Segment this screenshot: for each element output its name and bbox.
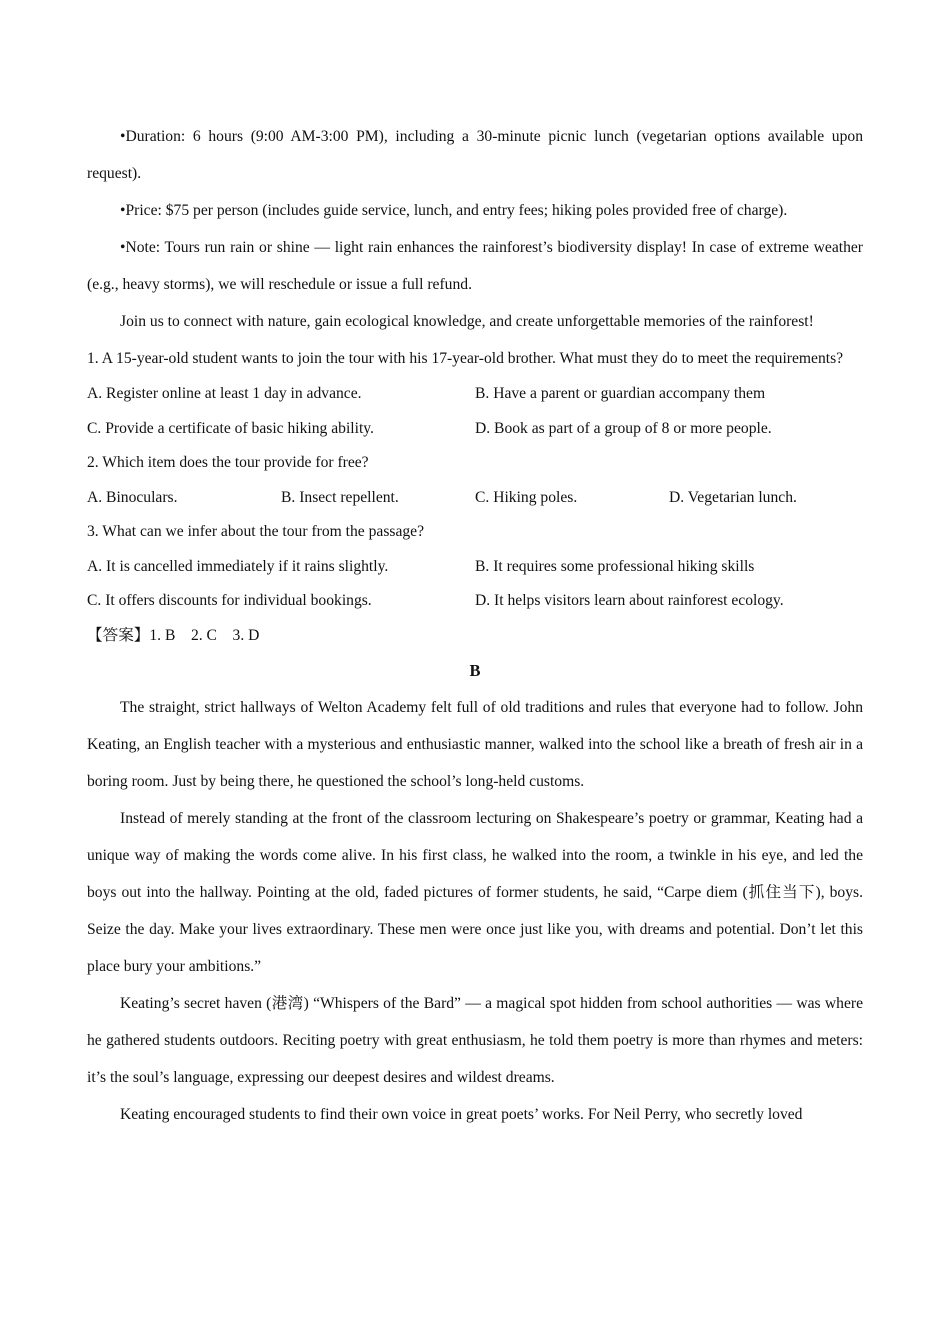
question-2-stem: 2. Which item does the tour provide for free? [87,454,369,471]
question-2-option-c: C. Hiking poles. [475,488,578,506]
answer-key: 【答案】1. B 2. C 3. D [87,626,260,644]
duration-paragraph: •Duration: 6 hours (9:00 AM-3:00 PM), including a 30-minute picnic lunch (vegetarian options available upon request). [87,128,863,182]
passage-b-paragraph-4: Keating encouraged students to find their own voice in great poets’ works. For Neil Perry, who secretly loved [120,1106,803,1123]
closing-paragraph: Join us to connect with nature, gain ecological knowledge, and create unforgettable memories of the rainforest! [120,313,814,330]
question-3-options-row-2 [87,584,863,619]
passage-b-paragraph-3: Keating’s secret haven (港湾) “Whispers of the Bard” — a magical spot hidden from school authorities — was where he gathered students outdoors. Reciting poetry with great enthusiasm, he told them poetry is more than rhymes and meters: it’s the soul’s language, expressing our deepest desires and wildest dreams. [87,995,863,1086]
section-b-heading: B [469,661,481,680]
question-3-option-d: D. It helps visitors learn about rainforest ecology. [475,592,784,609]
question-1-options-row-2 [87,412,863,447]
question-1-option-c: C. Provide a certificate of basic hiking ability. [87,419,374,437]
question-1-option-b: B. Have a parent or guardian accompany them [475,385,766,402]
question-1-option-a: A. Register online at least 1 day in advance. [87,385,362,402]
question-1-stem: 1. A 15-year-old student wants to join the tour with his 17-year-old brother. What must they do to meet the requirements? [87,350,844,367]
question-3-option-b: B. It requires some professional hiking skills [475,557,755,575]
question-2-option-b: B. Insect repellent. [281,488,399,506]
note-paragraph: •Note: Tours run rain or shine — light rain enhances the rainforest’s biodiversity display! In case of extreme weather (e.g., heavy storms), we will reschedule or issue a full refund. [87,239,863,293]
question-3-stem: 3. What can we infer about the tour from the passage? [87,523,425,540]
question-2-options-row [87,481,863,516]
question-3-option-a: A. It is cancelled immediately if it rains slightly. [87,557,389,575]
document-page [87,118,863,1133]
question-2-option-a: A. Binoculars. [87,488,178,506]
price-paragraph: •Price: $75 per person (includes guide service, lunch, and entry fees; hiking poles provided free of charge). [120,202,788,219]
passage-b-paragraph-1: The straight, strict hallways of Welton Academy felt full of old traditions and rules that everyone had to follow. John Keating, an English teacher with a mysterious and enthusiastic manner, walked into the school like a breath of fresh air in a boring room. Just by being there, he questioned the school’s long-held customs. [87,699,863,790]
question-1-option-d: D. Book as part of a group of 8 or more people. [475,419,772,437]
question-3-options-row-1 [87,550,863,585]
passage-b-paragraph-2: Instead of merely standing at the front of the classroom lecturing on Shakespeare’s poetry or grammar, Keating had a unique way of making the words come alive. In his first class, he walked into the room, a twinkle in his eye, and led the boys out into the hallway. Pointing at the old, faded pictures of former students, he said, “Carpe diem (抓住当下), boys. Seize the day. Make your lives extraordinary. These men were once just like you, with dreams and potential. Don’t let this place bury your ambitions.” [87,810,863,975]
question-3-option-c: C. It offers discounts for individual bookings. [87,592,372,609]
question-1-options-row-1 [87,377,863,412]
question-2-option-d: D. Vegetarian lunch. [669,488,797,506]
